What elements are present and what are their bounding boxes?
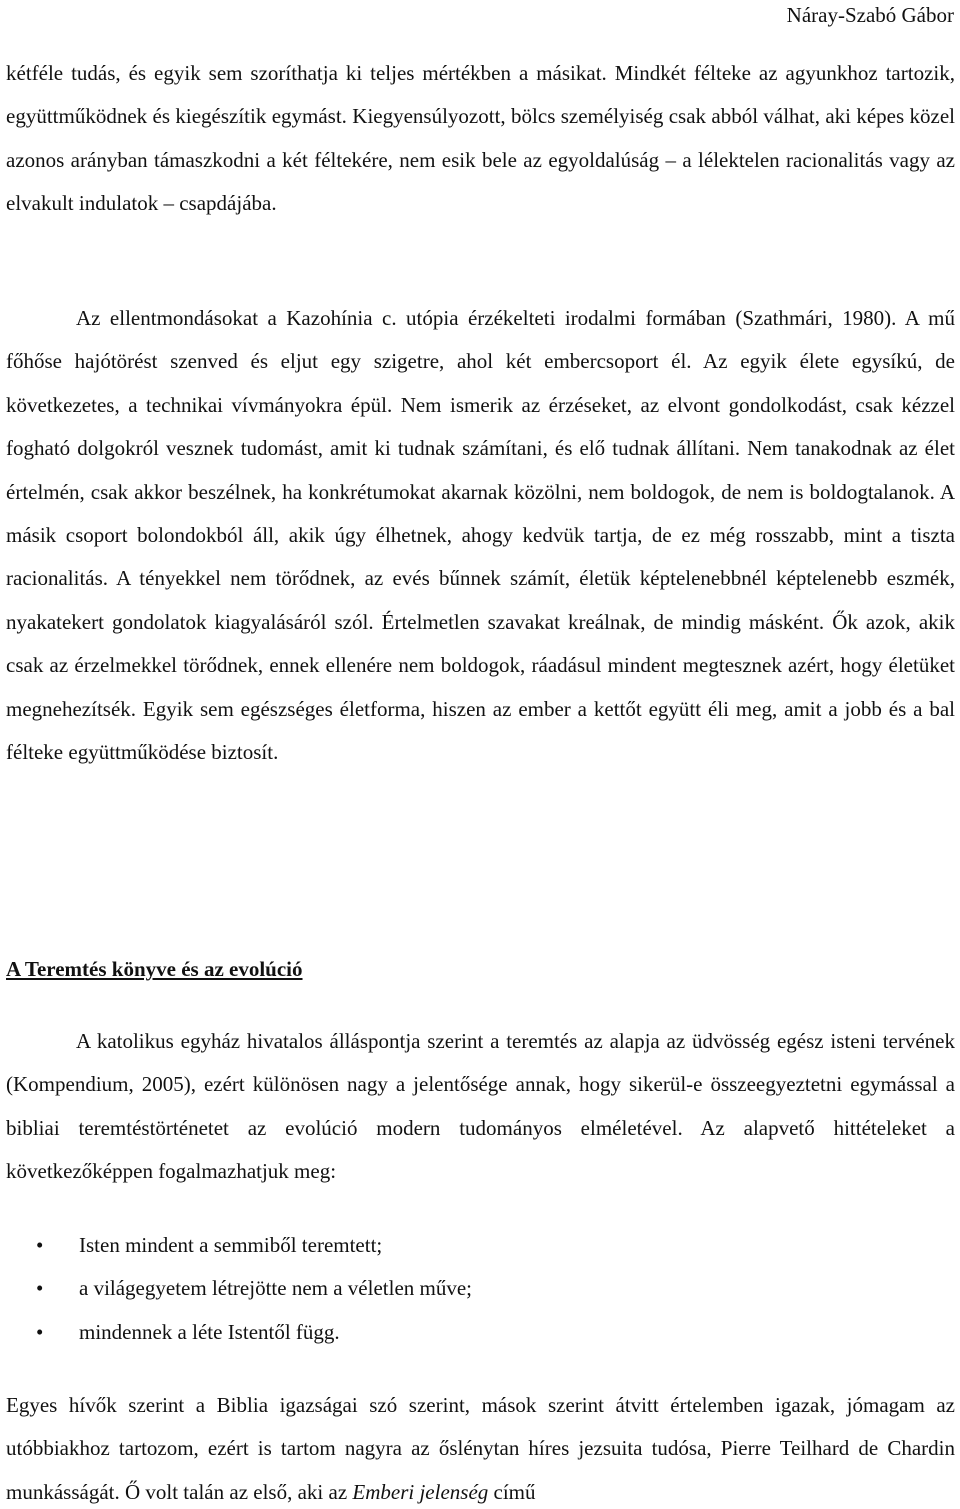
paragraph-text: Egyes hívők szerint a Biblia igazságai szó szerint, mások szerint átvitt értelemben igazak, jómagam az utóbbiakhoz tartozom, ezért is tartom nagyra az őslénytan híres jezsuita tudósa, Pierre Teilhard de Chardin munkásságát. Ő volt talán az első, aki az: [6, 1393, 955, 1504]
list-item: [36, 1224, 472, 1267]
bullet-icon: •: [36, 1233, 44, 1257]
list-item: [36, 1267, 472, 1310]
paragraph-believers: [6, 1384, 955, 1509]
section-heading: A Teremtés könyve és az evolúció: [6, 957, 303, 981]
paragraph-hemispheres: kétféle tudás, és egyik sem szoríthatja ki teljes mértékben a másikat. Mindkét félteke az agyunkhoz tartozik, együttműködnek és kiegészítik egymást. Kiegyensúlyozott, bölcs személyiség csak abból válhat, aki képes közel azonos arányban támaszkodni a két féltekére, nem esik bele az egyoldalúság – a lélektelen racionalitás vagy az elvakult indulatok – csapdájába.: [6, 61, 955, 216]
doctrine-bullet-list: [36, 1224, 472, 1354]
paragraph-catholic-position: A katolikus egyház hivatalos álláspontja szerint a teremtés az alapja az üdvösség egész isteni tervének (Kompendium, 2005), ezért különösen nagy a jelentősége annak, hogy sikerül-e összeegyeztetni egymással a bibliai teremtéstörténetet az evolúció modern tudományos elméletével. Az alapvető hittételeket a következőképpen fogalmazhatjuk meg:: [6, 1029, 955, 1184]
list-item: [36, 1311, 472, 1354]
list-item-text: Isten mindent a semmiből teremtett;: [79, 1233, 383, 1257]
bullet-icon: •: [36, 1319, 44, 1344]
paragraph-text-end: című: [488, 1479, 536, 1504]
bullet-icon: •: [36, 1276, 44, 1301]
book-title: Emberi jelenség: [352, 1479, 489, 1504]
paragraph-kazohinia: Az ellentmondásokat a Kazohínia c. utópia érzékelteti irodalmi formában (Szathmári, 1980). A mű főhőse hajótörést szenved és eljut egy szigetre, ahol két embercsoport él. Az egyik élete egysíkú, de következetes, a technikai vívmányokra épül. Nem ismerik az érzéseket, az elvont gondolkodást, csak kézzel fogható dolgokról vesznek tudomást, amit ki tudnak számítani, és elő tudnak állítani. Nem tanakodnak az élet értelmén, csak akkor beszélnek, ha konkrétumokat akarnak közölni, nem boldogok, de nem is boldogtalanok. A másik csoport bolondokból áll, akik úgy élhetnek, ahogy kedvük tartja, de ez még rosszabb, mint a tiszta racionalitás. A tényekkel nem törődnek, az evés bűnnek számít, életük képtelenebbnél képtelenebb eszmék, nyakatekert gondolatok kiagyalásáról szól. Értelmetlen szavakat kreálnak, de mindig másként. Ők azok, akik csak az érzelmekkel törődnek, ennek ellenére nem boldogok, ráadásul mindent megtesznek azért, hogy életüket megnehezítsék. Egyik sem egészséges életforma, hiszen az ember a kettőt együtt éli meg, amit a jobb és a bal félteke együttműködése biztosít.: [6, 306, 955, 765]
running-head-author: Náray-Szabó Gábor: [786, 3, 954, 27]
list-item-text: a világegyetem létrejötte nem a véletlen műve;: [79, 1276, 473, 1301]
list-item-text: mindennek a léte Istentől függ.: [79, 1319, 340, 1344]
